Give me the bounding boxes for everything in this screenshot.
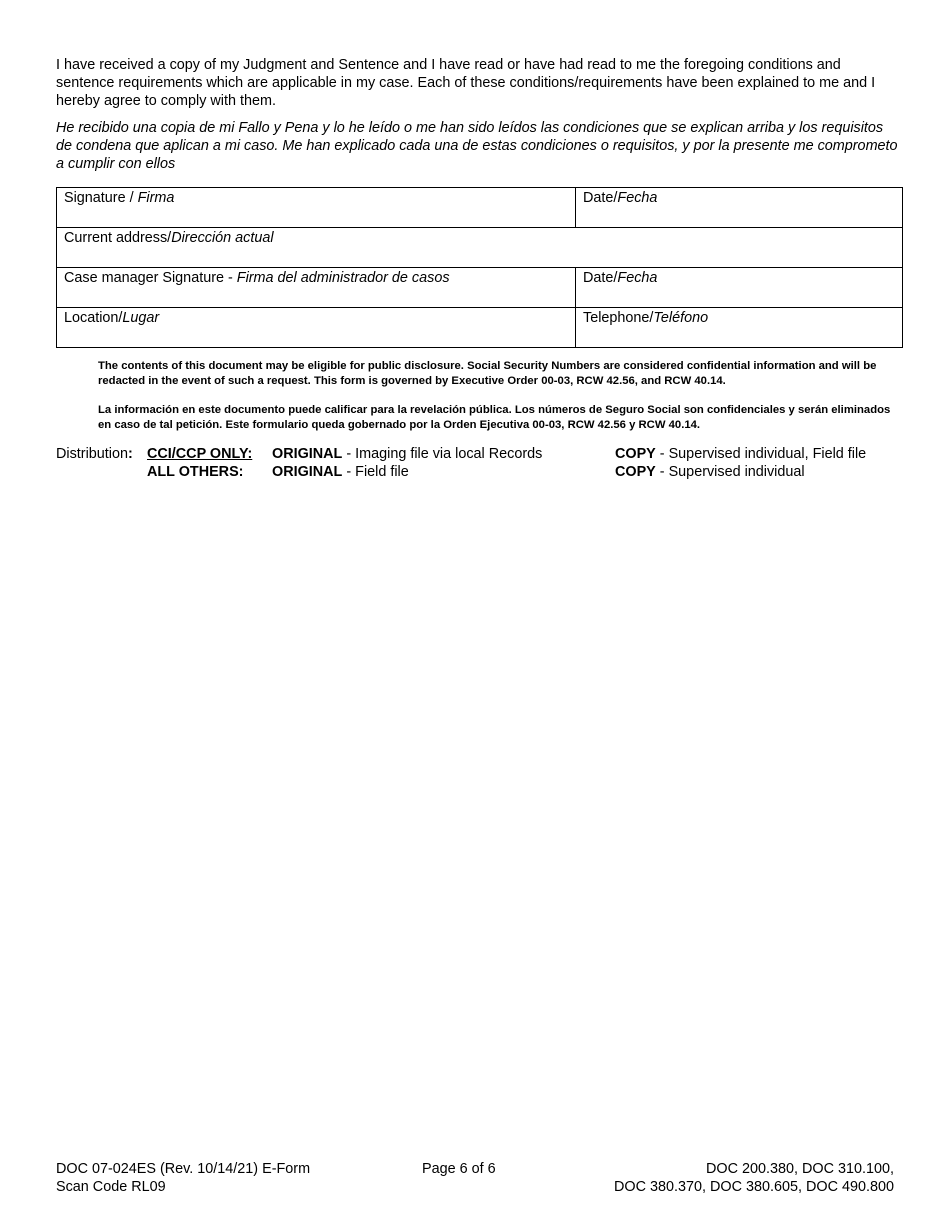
date-field[interactable]: Date/Fecha [576,188,903,228]
distribution-copy-all-others: COPY - Supervised individual [615,464,805,480]
signature-field[interactable]: Signature / Firma [57,188,576,228]
case-manager-date-field[interactable]: Date/Fecha [576,268,903,308]
distribution-label: Distribution: [56,446,133,462]
footer-references-line1: DOC 200.380, DOC 310.100, [706,1161,894,1177]
current-address-field[interactable]: Current address/Dirección actual [57,228,903,268]
footer-form-number: DOC 07-024ES (Rev. 10/14/21) E-Form [56,1161,311,1177]
distribution-copy-cci-ccp: COPY - Supervised individual, Field file [615,446,867,462]
location-field[interactable]: Location/Lugar [57,308,576,348]
footer-page-number: Page 6 of 6 [422,1161,496,1177]
footer-references-line2: DOC 380.370, DOC 380.605, DOC 490.800 [614,1179,894,1195]
telephone-field[interactable]: Telephone/Teléfono [576,308,903,348]
distribution-original-cci-ccp: ORIGINAL - Imaging file via local Records [272,446,543,462]
footer-scan-code: Scan Code RL09 [56,1179,166,1195]
disclosure-notice-spanish: La información en este documento puede calificar para la revelación pública. Los números de Seguro Social son confidenciales y serán eliminados en caso de tal petición. Este formulario queda gobernado por la Orden Ejecutiva 00-03, RCW 42.56 y RCW 40.14. [98,404,891,431]
distribution-group-all-others: ALL OTHERS: [147,464,244,480]
distribution-group-cci-ccp: CCI/CCP ONLY: [147,446,253,462]
acknowledgement-spanish: He recibido una copia de mi Fallo y Pena y lo he leído o me han sido leídos las condiciones que se explican arriba y los requisitos de condena que aplican a mi caso. Me han explicado cada una de estas condiciones o requisitos, y por la presente me comprometo a cumplir con ellos [56,120,898,172]
case-manager-signature-field[interactable]: Case manager Signature - Firma del administrador de casos [57,268,576,308]
signature-table [56,187,903,348]
distribution-original-all-others: ORIGINAL - Field file [272,464,409,480]
disclosure-notice-english: The contents of this document may be eligible for public disclosure. Social Security Numbers are considered confidential information and will be redacted in the event of such a request. This form is governed by Executive Order 00-03, RCW 42.56, and RCW 40.14. [98,360,877,387]
acknowledgement-english: I have received a copy of my Judgment and Sentence and I have read or have had read to me the foregoing conditions and sentence requirements which are applicable in my case. Each of these conditions/requirements have been explained to me and I hereby agree to comply with them. [56,57,876,109]
